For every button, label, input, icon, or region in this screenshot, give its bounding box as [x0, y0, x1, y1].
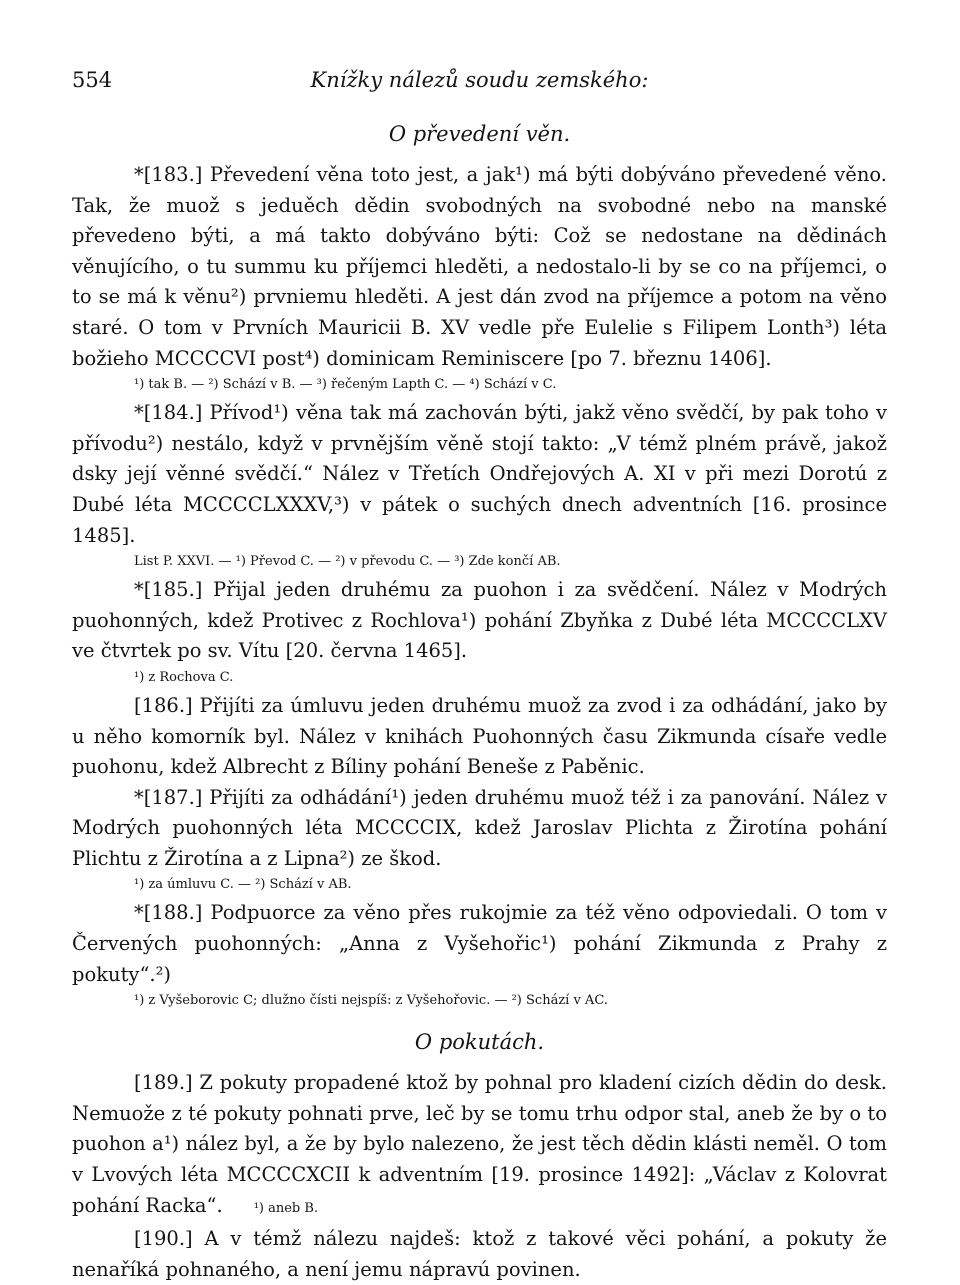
section-heading: O pokutách. — [414, 1030, 545, 1055]
entry-188: *[188.] Podpuorce za věno přes rukojmie za též věno odpoviedali. O tom v Červených puohonných: „Anna z Vyšehořic¹) pohání Zikmunda z Prahy z pokuty“.²) — [72, 901, 887, 986]
entry-184: *[184.] Přívod¹) věna tak má zachován býti, jakž věno svědčí, by pak toho v přívodu²) nestálo, když v prvnějším věně stojí takto: „V témž plném právě, jakož dsky její věnné svědčí.“ Nález v Třetích Ondřejových A. XI v při mezi Dorotú z Dubé léta MCCCCLXXXV,³) v pátek o suchých dnech adventních [16. prosince 1485]. — [72, 401, 887, 547]
entry-189 — [72, 1068, 887, 1224]
footnote-184: List P. XXVI. — ¹) Převod C. — ²) v převodu C. — ³) Zde končí AB. — [134, 554, 561, 570]
body-text — [72, 118, 887, 1285]
inline-footnote-189: ¹) aneb B. — [253, 1200, 319, 1216]
entry-183: *[183.] Převedení věna toto jest, a jak¹) má býti dobýváno převedené věno. Tak, že muož s jeduěch dědin svobodných na svobodné nebo na manské převedeno býti, a má takto dobýváno býti: Což se nedostane na dědinách věnujícího, o tu summu ku příjemci hleděti, a nedostalo-li by se co na příjemci, o to se má k věnu²) prvniemu hleděti. A jest dán zvod na příjemce a potom na věno staré. O tom v Prvních Mauricii B. XV vedle pře Eulelie s Filipem Lonth³) léta božieho MCCCCVI post⁴) dominicam Reminiscere [po 7. březnu 1406]. — [72, 163, 887, 370]
footnote-188: ¹) z Vyšeborovic C; dlužno čísti nejspíš: z Vyšehořovic. — ²) Schází v AC. — [134, 993, 608, 1009]
entry-186: [186.] Přijíti za úmluvu jeden druhému muož za zvod i za odhádání, jako by u něho komorník byl. Nález v knihách Puohonných času Zikmunda císaře vedle puohonu, kdež Albrecht z Bíliny pohání Beneše z Paběnic. — [72, 693, 887, 779]
footnote-183: ¹) tak B. — ²) Schází v B. — ³) řečeným Lapth C. — ⁴) Schází v C. — [134, 377, 557, 393]
entry-190: [190.] A v témž nálezu najdeš: ktož z takové věci pohání, a pokuty že nenaříká pohnaného, a není jemu nápravú povinen. — [72, 1227, 887, 1281]
entry-185: *[185.] Přijal jeden druhému za puohon i za svědčení. Nález v Modrých puohonných, kdež Protivec z Rochlova¹) pohání Zbyňka z Dubé léta MCCCCLXV ve čtvrtek po sv. Vítu [20. června 1465]. — [72, 578, 887, 663]
running-head — [72, 68, 887, 98]
entry-187: *[187.] Přijíti za odhádání¹) jeden druhému muož též i za panování. Nález v Modrých puohonných léta MCCCCIX, kdež Jaroslav Plichta z Žirotína pohání Plichtu z Žirotína a z Lipna²) ze škod. — [72, 785, 887, 870]
section-heading: O převedení věn. — [388, 122, 571, 146]
footnote-187: ¹) za úmluvu C. — ²) Schází v AB. — [134, 877, 352, 893]
page-number: 554 — [72, 68, 113, 92]
footnote-185: ¹) z Rochova C. — [134, 669, 234, 685]
entry-189-text: [189.] Z pokuty propadené ktož by pohnal pro kladení cizích dědin do desk. Nemuože z té pokuty pohnati prve, leč by se tomu trhu odpor stal, aneb že by o to puohon a¹) nález byl, a že by bylo nalezeno, že jest těch dědin klásti neměl. O tom v Lvových léta MCCCCXCII k adventním [19. prosince 1492]: „Václav z Kolovrat pohání Racka“. — [72, 1071, 887, 1217]
running-title: Knížky nálezů soudu zemského: — [310, 68, 649, 92]
